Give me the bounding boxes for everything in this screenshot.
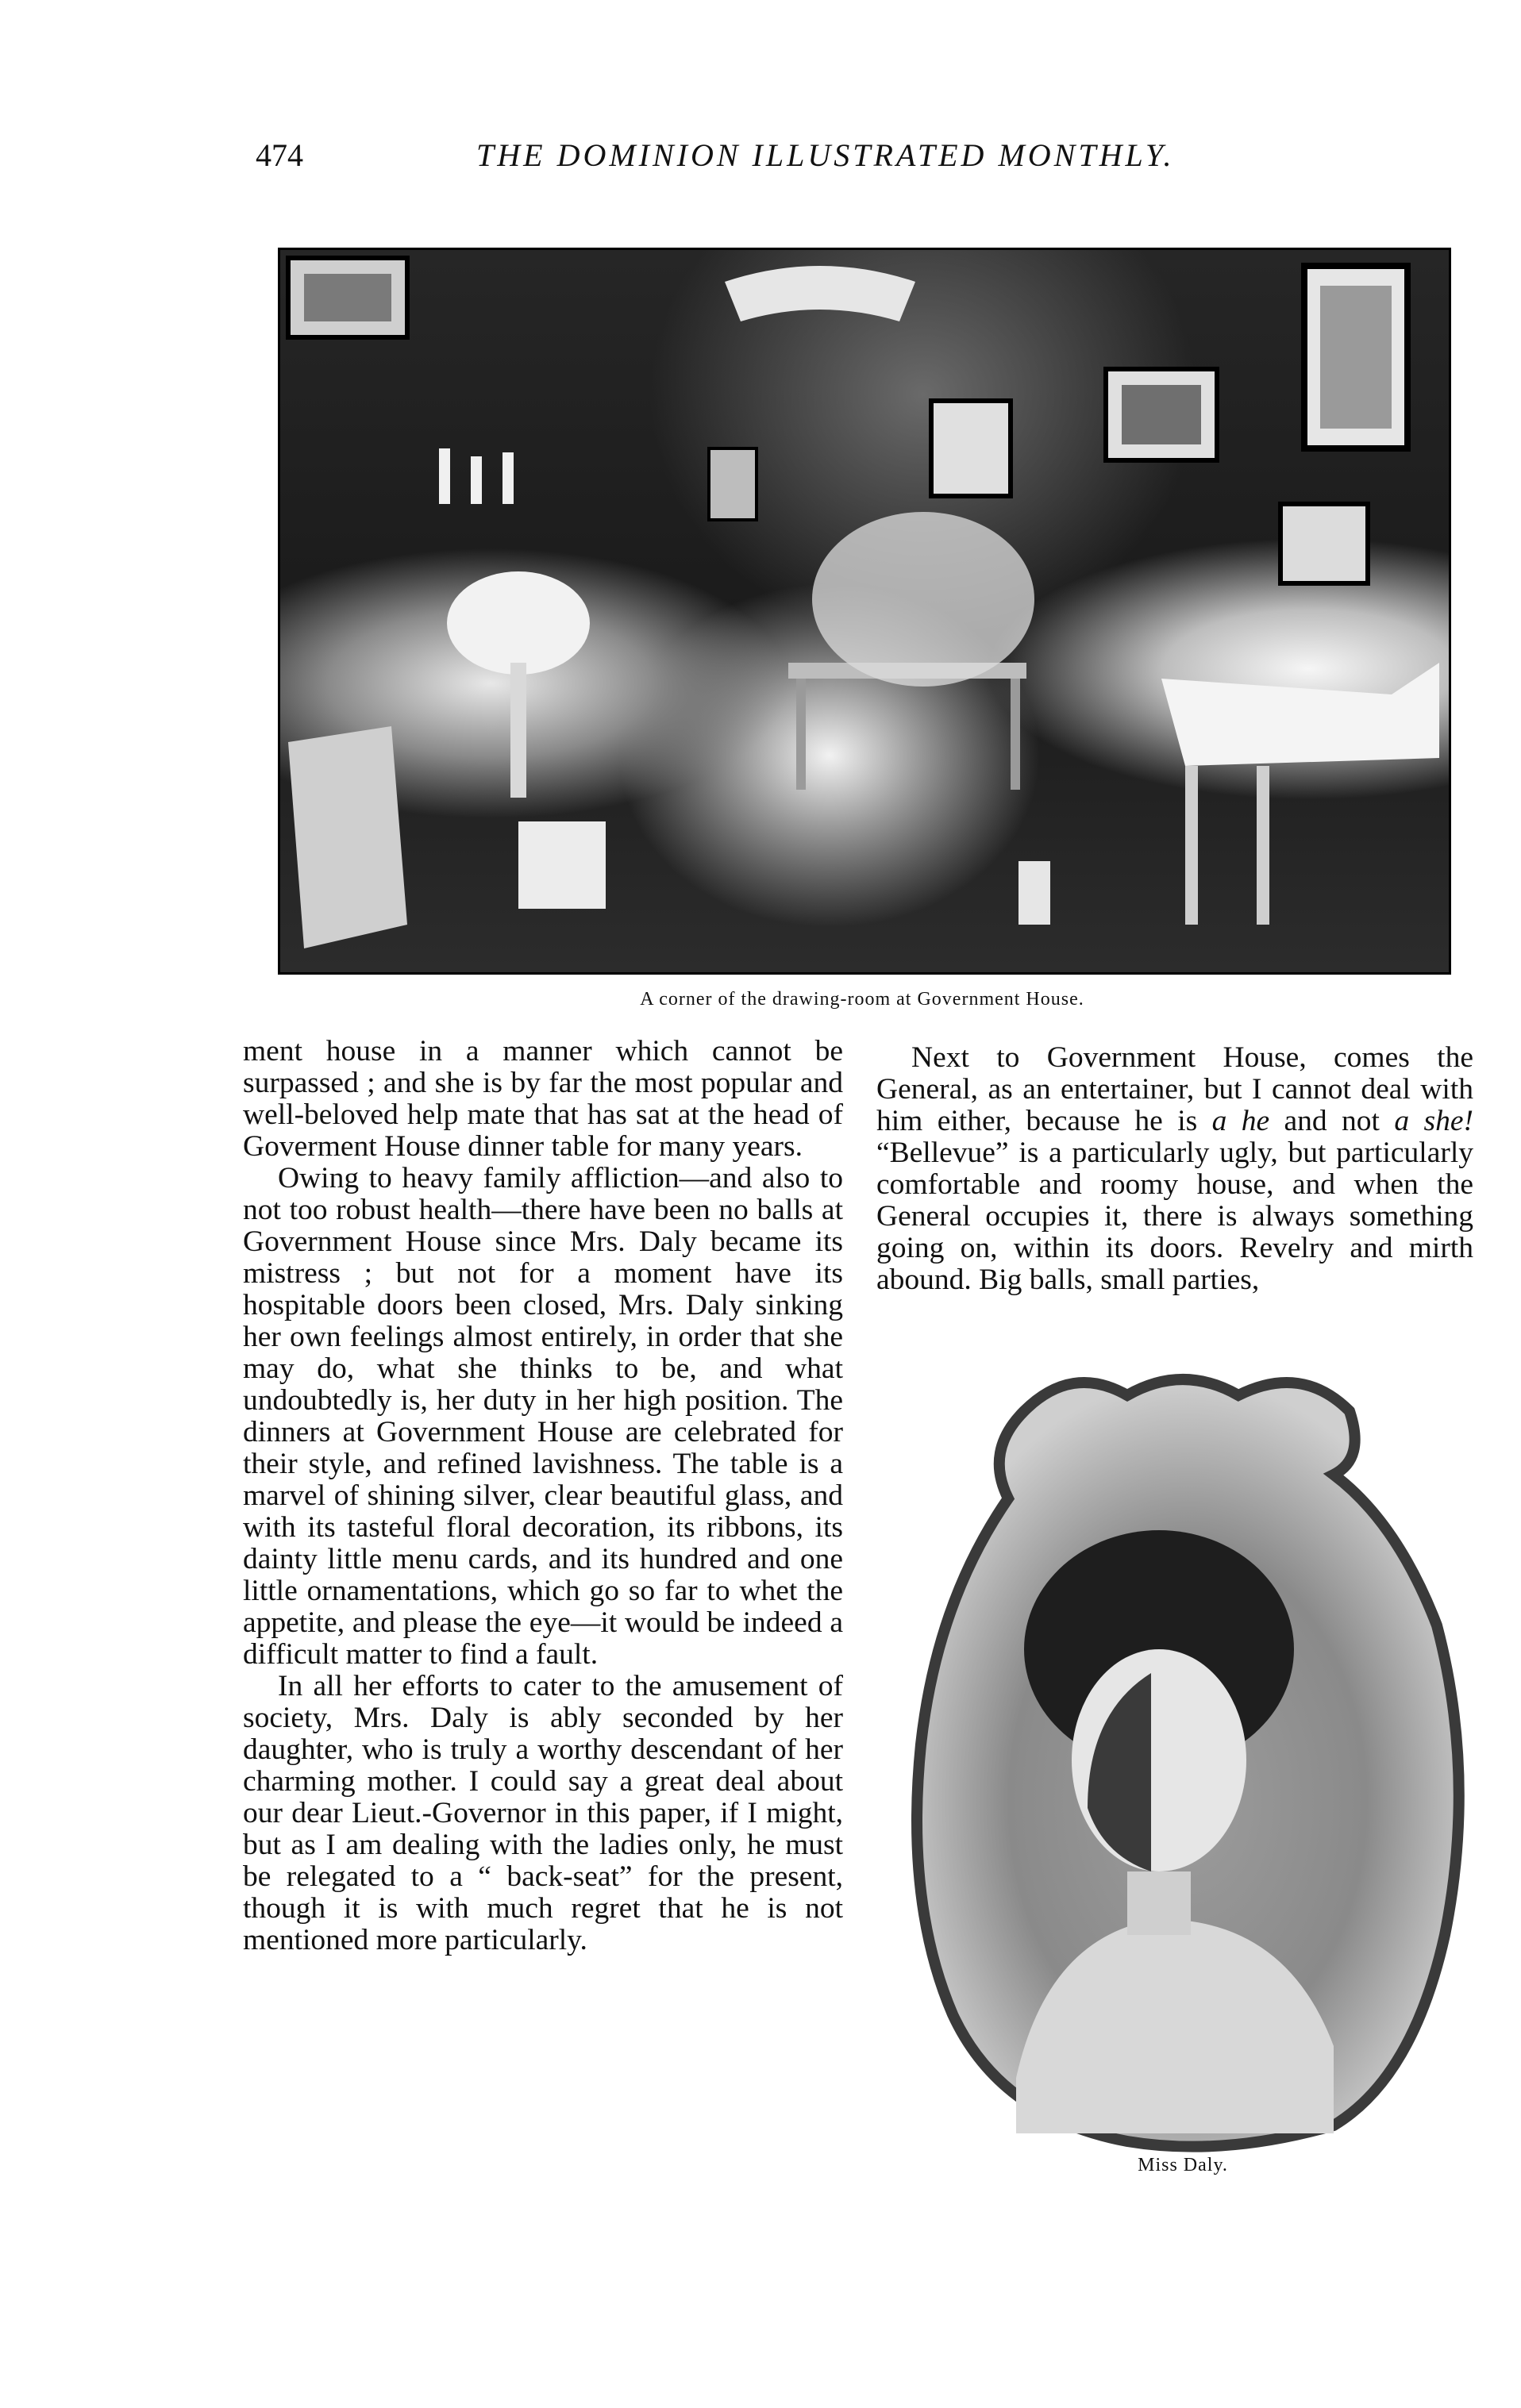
- portrait-vignette: [889, 1364, 1477, 2157]
- italic-she: a she!: [1394, 1105, 1473, 1137]
- paragraph-4: [876, 1042, 1473, 1296]
- paragraph-3: In all her efforts to cater to the amusement of society, Mrs. Daly is ably seconded by her daughter, who is truly a worthy descendant of her charming mother. I could say a great deal about our dear Lieut.-Governor in this paper, if I might, but as I am dealing with the ladies only, he must be relegated to a “ back-seat” for the present, though it is with much regret that he is not mentioned more particularly.: [243, 1670, 843, 1956]
- drawing-room-illustration: [280, 250, 1449, 972]
- paragraph-4-start: Next to Government House, comes the General, as an entertainer, but I cannot deal with him either, because he is: [876, 1041, 1473, 1137]
- page-header: [0, 137, 1521, 192]
- drawing-room-photo: [278, 248, 1451, 975]
- portrait-illustration: [889, 1364, 1477, 2157]
- paragraph-2: Owing to heavy family affliction—and also to not too robust health—there have been no balls at Government House since Mrs. Daly became its mistress ; but not for a moment have its hospitable doors been closed, Mrs. Daly sinking her own feelings almost entirely, in order that she may do, what she thinks to be, and what undoubtedly is, her duty in her high position. The dinners at Government House are celebrated for their style, and refined lavishness. The table is a marvel of shining silver, clear beautiful glass, and with its tasteful floral decoration, its ribbons, its dainty little menu cards, and its hundred and one little ornamentations, which go so far to whet the appetite, and please the eye—it would be indeed a difficult matter to find a fault.: [243, 1162, 843, 1671]
- page-number: 474: [256, 137, 303, 173]
- portrait-caption: Miss Daly.: [1138, 2155, 1228, 2175]
- running-title: THE DOMINION ILLUSTRATED MONTHLY.: [476, 137, 1175, 173]
- paragraph-4-end: “Bellevue” is a particularly ugly, but particularly comfortable and roomy house, and when the General occupies it, there is always something going on, within its doors. Revelry and mirth abound. Big balls, small parties,: [876, 1137, 1473, 1296]
- left-column: [243, 1036, 843, 1956]
- paragraph-1: ment house in a manner which cannot be surpassed ; and she is by far the most popular and well-beloved help mate that has sat at the head of Goverment House dinner table for many years.: [243, 1035, 843, 1163]
- photo-caption: A corner of the drawing-room at Government House.: [640, 989, 1084, 1010]
- paragraph-4-mid: and not: [1269, 1105, 1395, 1137]
- right-column: [876, 1042, 1473, 1296]
- italic-he: a he: [1211, 1105, 1270, 1137]
